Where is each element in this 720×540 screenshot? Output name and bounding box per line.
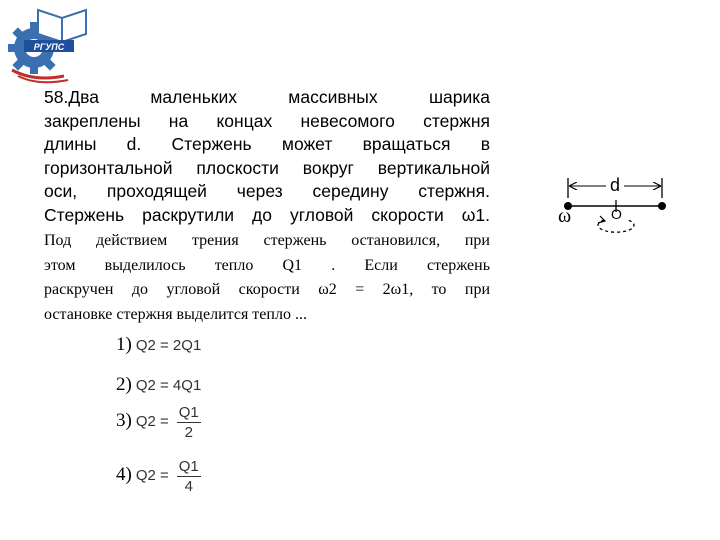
problem-statement-serif [44, 229, 490, 327]
answer-fraction [177, 458, 201, 495]
fraction-numerator: Q1 [178, 458, 199, 475]
axis-label: O [611, 206, 622, 222]
answer-formula: Q2 = 2Q1 [135, 337, 202, 354]
d-label: d [609, 175, 621, 195]
problem-statement-sans [44, 86, 490, 227]
answer-lhs: Q2 = [135, 467, 169, 485]
answer-number: 3) [116, 410, 132, 432]
rod-diagram [556, 170, 676, 240]
problem-line: Стержень раскрутили до угловой скорости ω1. [44, 204, 490, 225]
fraction-numerator: Q1 [178, 404, 199, 421]
omega-label: ω [558, 205, 572, 227]
problem-line: закреплены на концах невесомого стержня [44, 110, 490, 131]
answer-number: 1) [116, 334, 132, 355]
problem-line: оси, проходящей через середину стержня. [44, 181, 490, 201]
problem-line: остановке стержня выделится тепло ... [44, 305, 307, 323]
answer-lhs: Q2 = [135, 413, 169, 431]
fraction-bar [177, 476, 201, 477]
answer-option-2[interactable] [116, 374, 201, 396]
fraction-denominator: 4 [184, 478, 193, 495]
logo-text: РГУПС [33, 42, 65, 52]
fraction-bar [177, 422, 201, 423]
problem-line: 58.Два маленьких массивных шарика [44, 87, 490, 107]
problem-line: раскручен до угловой скорости ω2 = 2ω1, то при [44, 281, 490, 298]
answer-option-4[interactable] [116, 458, 201, 495]
ball-right [658, 202, 666, 210]
answer-number: 2) [116, 374, 132, 395]
answer-number: 4) [116, 464, 132, 486]
fraction-denominator: 2 [184, 424, 193, 441]
problem-line: этом выделилось тепло Q1 . Если стержень [44, 256, 490, 274]
answer-fraction [177, 404, 201, 441]
problem-line: горизонтальной плоскости вокруг вертикальной [44, 157, 490, 178]
problem-line: длины d. Стержень может вращаться в [44, 134, 490, 154]
answer-option-1[interactable] [116, 334, 201, 356]
rgups-logo [4, 4, 90, 84]
problem-line: Под действием трения стержень остановился, при [44, 232, 490, 249]
answer-formula: Q2 = 4Q1 [135, 377, 202, 394]
problem-text [44, 86, 490, 327]
answer-option-3[interactable] [116, 404, 201, 441]
